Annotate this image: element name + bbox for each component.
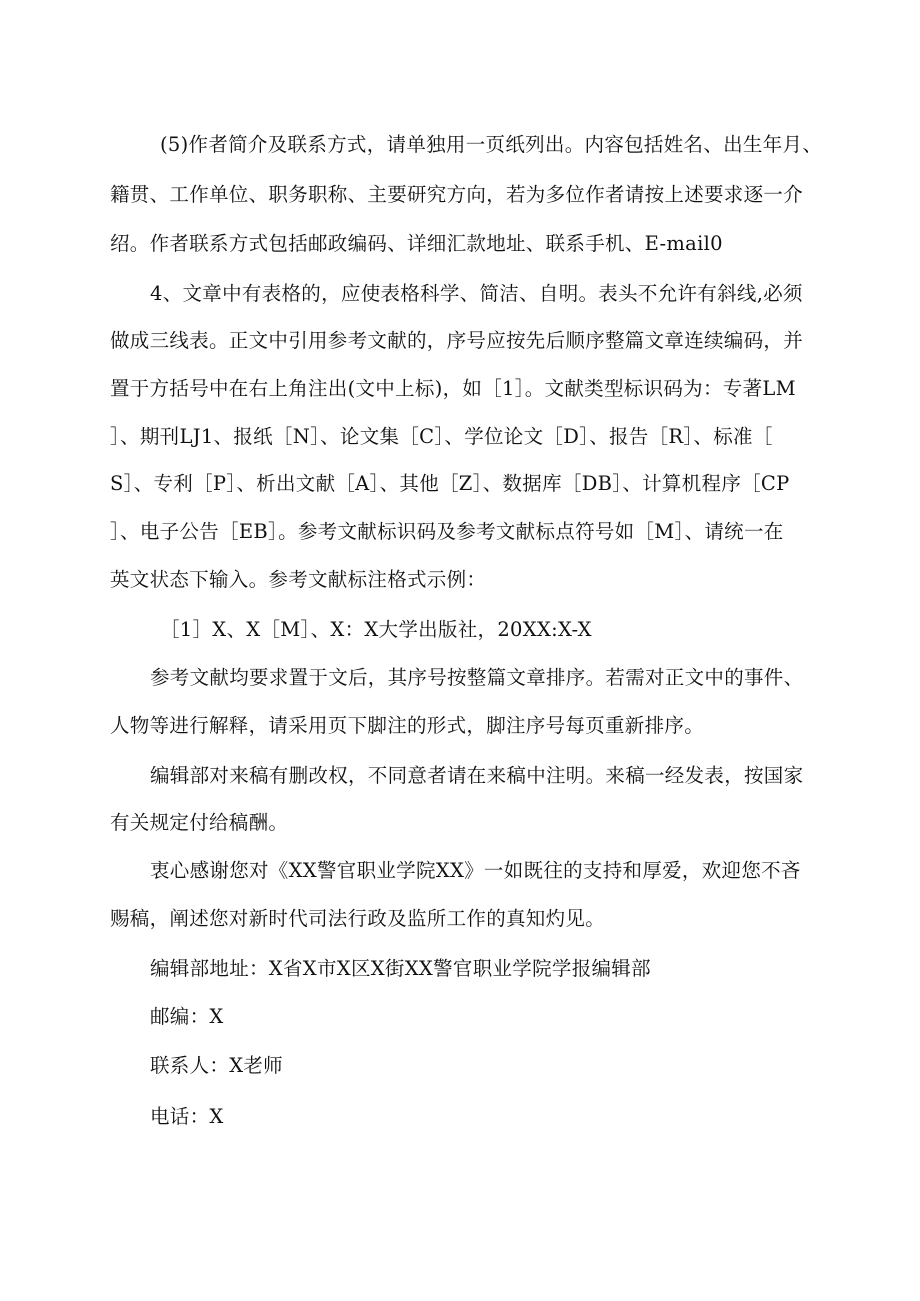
table-refs-line-5: S］、专利［P］、析出文献［A］、其他［Z］、数据库［DB］、计算机程序［CP xyxy=(110,472,790,495)
contact-person: 联系人：X老师 xyxy=(150,1054,283,1077)
contact-address: 编辑部地址：X省X市X区X街XX警官职业学院学报编辑部 xyxy=(150,957,651,980)
table-refs-line-6: ］、电子公告［EB］。参考文献标识码及参考文献标点符号如［M］、请统一在 xyxy=(110,520,784,543)
table-refs-line-2: 做成三线表。正文中引用参考文献的，序号应按先后顺序整篇文章连续编码，并 xyxy=(110,329,804,352)
footnote-rule-line-2: 人物等进行解释，请采用页下脚注的形式，脚注序号每页重新排序。 xyxy=(110,714,705,737)
author-note-line-2: 籍贯、工作单位、职务职称、主要研究方向，若为多位作者请按上述要求逐一介 xyxy=(110,183,804,206)
table-refs-line-4: ］、期刊LJ1、报纸［N］、论文集［C］、学位论文［D］、报告［R］、标准［ xyxy=(110,425,773,448)
table-refs-line-7: 英文状态下输入。参考文献标注格式示例： xyxy=(110,568,487,591)
author-note-line-1: (5)作者简介及联系方式，请单独用一页纸列出。内容包括姓名、出生年月、 xyxy=(160,133,823,156)
table-refs-line-3: 置于方括号中在右上角注出(文中上标)，如［1］。文献类型标识码为：专著LM xyxy=(110,377,796,400)
thanks-line-2: 赐稿，阐述您对新时代司法行政及监所工作的真知灼见。 xyxy=(110,907,606,930)
editing-rights-line-2: 有关规定付给稿酬。 xyxy=(110,811,289,834)
reference-example: ［1］X、X［M］、X：X大学出版社，20XX:X-X xyxy=(160,618,592,641)
table-refs-line-1: 4、文章中有表格的，应使表格科学、简洁、自明。表头不允许有斜线,必须 xyxy=(150,282,803,305)
thanks-line-1: 衷心感谢您对《XX警官职业学院XX》一如既往的支持和厚爱，欢迎您不吝 xyxy=(150,859,801,882)
author-note-line-3: 绍。作者联系方式包括邮政编码、详细汇款地址、联系手机、E-mail0 xyxy=(110,232,723,255)
contact-postcode: 邮编：X xyxy=(150,1005,224,1028)
editing-rights-line-1: 编辑部对来稿有删改权，不同意者请在来稿中注明。来稿一经发表，按国家 xyxy=(150,764,804,787)
contact-phone: 电话：X xyxy=(150,1105,224,1128)
footnote-rule-line-1: 参考文献均要求置于文后，其序号按整篇文章排序。若需对正文中的事件、 xyxy=(150,666,804,689)
